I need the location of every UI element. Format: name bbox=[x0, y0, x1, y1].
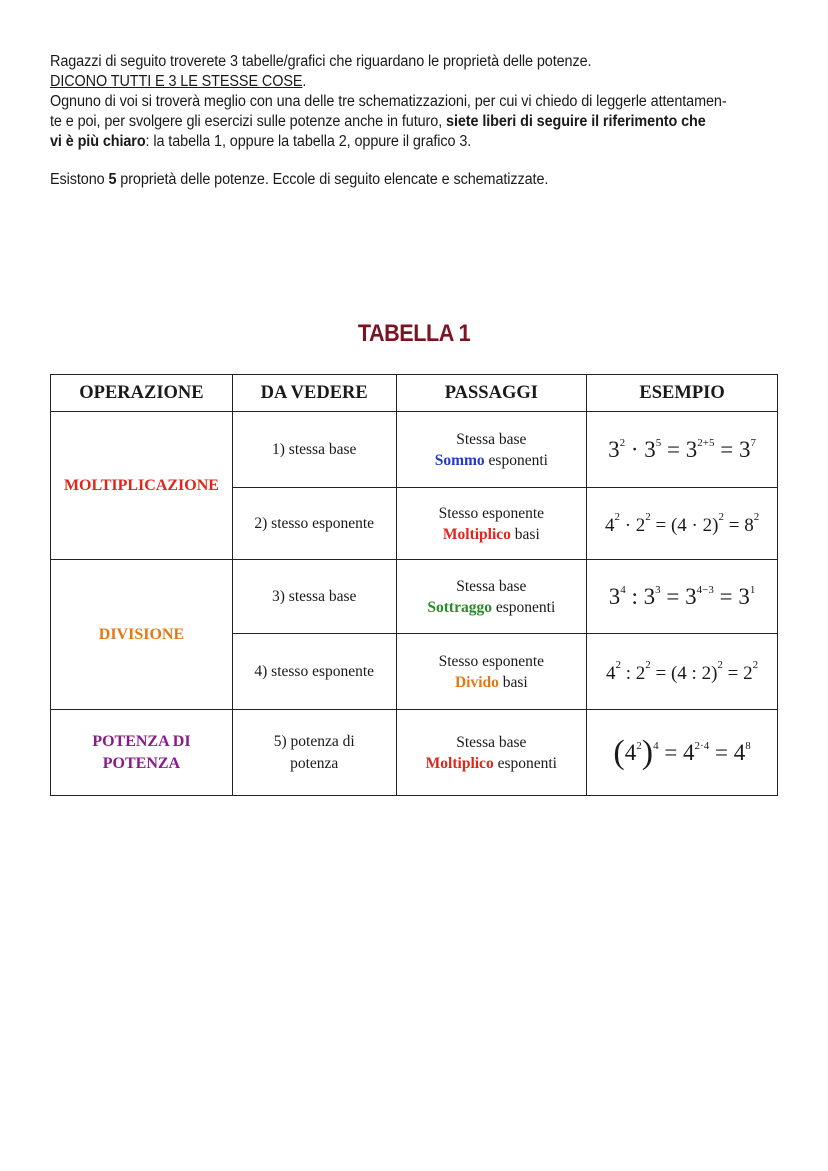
intro-line-6: Esistono 5 proprietà delle potenze. Eccole di seguito elencate e schematizzate. bbox=[50, 171, 549, 188]
intro-line-3: Ognuno di voi si troverà meglio con una delle tre schematizzazioni, per cui vi chiedo di leggerle attentamen- bbox=[50, 93, 727, 110]
step-cell: 3) stessa base bbox=[232, 560, 396, 634]
table-title: TABELLA 1 bbox=[357, 320, 471, 347]
header-passaggi: PASSAGGI bbox=[396, 375, 587, 412]
table-row bbox=[51, 560, 778, 634]
intro-text bbox=[50, 52, 734, 190]
header-operation: OPERAZIONE bbox=[51, 375, 233, 412]
example-cell: $(4^2)^4 = 4^{2\cdot 4} = 4^8$ bbox=[587, 710, 778, 796]
operation-division: DIVISIONE bbox=[51, 560, 233, 710]
step-cell: 2) stesso esponente bbox=[232, 488, 396, 560]
intro-line-4: te e poi, per svolgere gli esercizi sulle potenze anche in futuro, siete liberi di seguire il riferimento che bbox=[50, 113, 706, 130]
table-header-row bbox=[51, 375, 778, 412]
intro-emphasis: DICONO TUTTI E 3 LE STESSE COSE bbox=[50, 73, 303, 90]
step-cell: 5) potenza di potenza bbox=[232, 710, 396, 796]
step-cell: 4) stesso esponente bbox=[232, 634, 396, 710]
example-cell: $4^2$ : $2^2 = (4$ : $2)^2 = 2^2$ bbox=[587, 634, 778, 710]
operation-power-of-power: POTENZA DI POTENZA bbox=[51, 710, 233, 796]
table-row bbox=[51, 412, 778, 488]
header-esempio: ESEMPIO bbox=[587, 375, 778, 412]
step-cell: 1) stessa base bbox=[232, 412, 396, 488]
example-cell: $3^2 \cdot 3^5 = 3^{2+5} = 3^7$ bbox=[587, 412, 778, 488]
intro-line-5: vi è più chiaro: la tabella 1, oppure la tabella 2, oppure il grafico 3. bbox=[50, 133, 472, 150]
operation-multiplication: MOLTIPLICAZIONE bbox=[51, 412, 233, 560]
intro-line-2: DICONO TUTTI E 3 LE STESSE COSE. bbox=[50, 73, 307, 90]
passage-cell: Stessa base Sommo esponenti bbox=[396, 412, 587, 488]
passage-cell: Stesso esponente Divido basi bbox=[396, 634, 587, 710]
example-cell: $4^2 \cdot 2^2 = (4 \cdot 2)^2 = 8^2$ bbox=[587, 488, 778, 560]
passage-cell: Stesso esponente Moltiplico basi bbox=[396, 488, 587, 560]
passage-cell: Stessa base Moltiplico esponenti bbox=[396, 710, 587, 796]
intro-line-1: Ragazzi di seguito troverete 3 tabelle/grafici che riguardano le proprietà delle potenze. bbox=[50, 53, 592, 70]
passage-cell: Stessa base Sottraggo esponenti bbox=[396, 560, 587, 634]
example-cell: $3^4$ : $3^3 = 3^{4-3} = 3^1$ bbox=[587, 560, 778, 634]
table-row bbox=[51, 710, 778, 796]
powers-properties-table bbox=[50, 374, 778, 796]
header-da-vedere: DA VEDERE bbox=[232, 375, 396, 412]
